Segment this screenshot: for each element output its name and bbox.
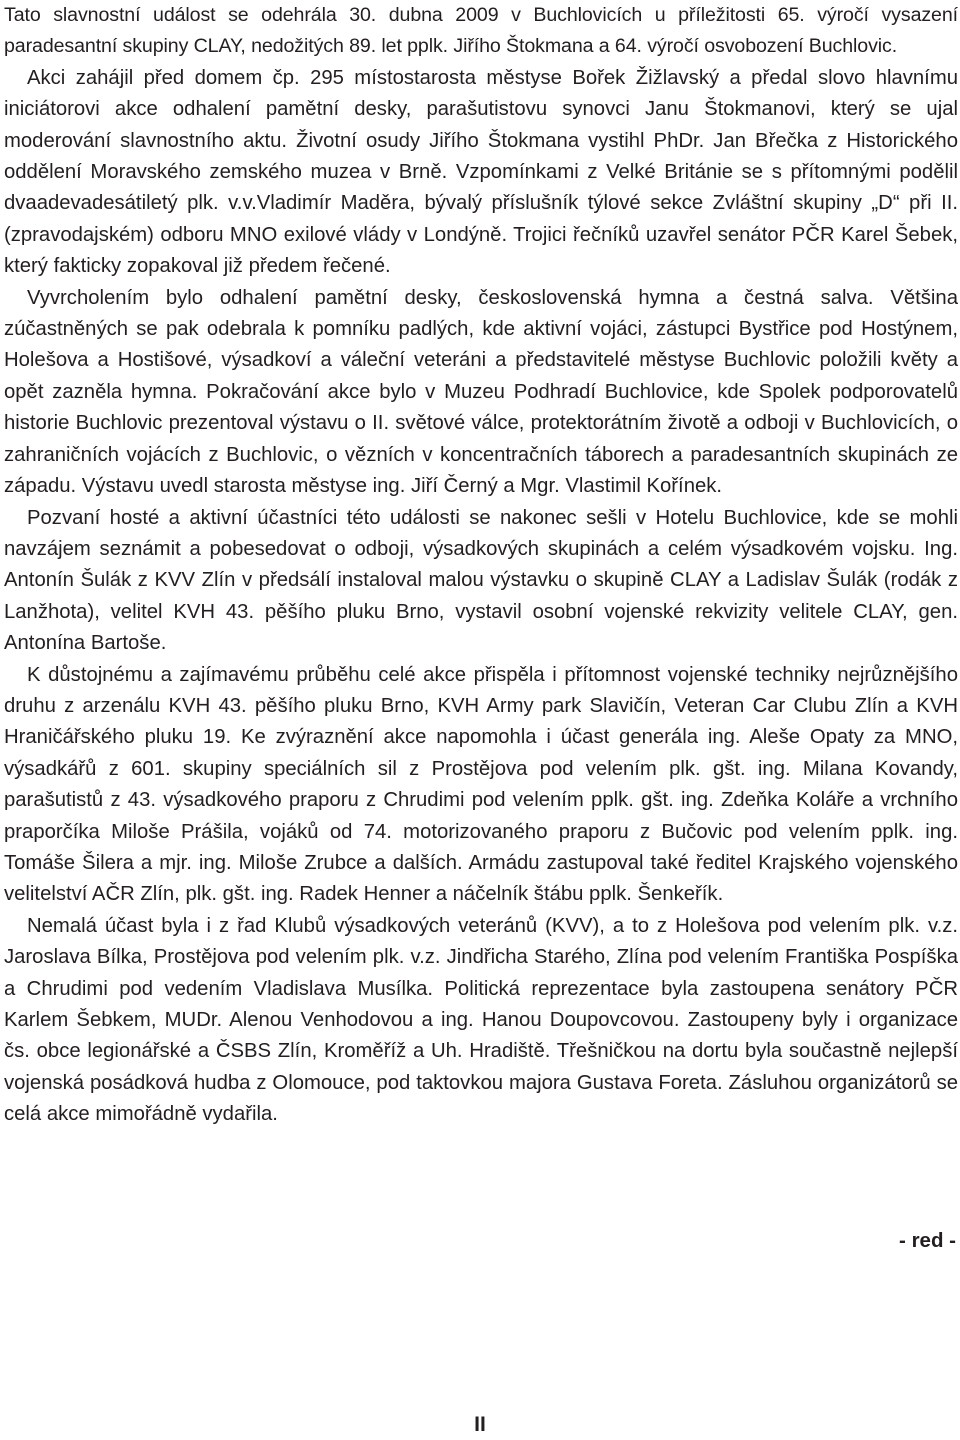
article-paragraph-plaque-unveiling: Vyvrcholením bylo odhalení pamětní desky, československá hymna a čestná salva. Většina zúčastněných se pak odebrala k pomníku padlých, kde aktivní vojáci, zástupci Bystřice pod Hostýnem, Holešova a Hostišové, výsadkoví a váleční veteráni a představitelé městyse Buchlovic položili květy a opět zazněla hymna. Pokračování akce bylo v Muzeu Podhradí Buchlovice, kde Spolek podporovatelů historie Buchlovic prezentoval výstavu o II. světové válce, protektorátním životě a odboji v Buchlovicích, o zahraničních vojácích z Buchlovic, o vězních v koncentračních táborech a paradesantních skupinách ze západu. Výstavu uvedl starosta městyse ing. Jiří Černý a Mgr. Vlastimil Kořínek.	[4, 286, 958, 498]
page-number: II	[474, 1413, 486, 1436]
author-signature: - red -	[899, 1229, 956, 1252]
article-paragraph-intro: Tato slavnostní událost se odehrála 30. dubna 2009 v Buchlovicích u příležitosti 65. výročí vysazení paradesantní skupiny CLAY, nedožitých 89. let pplk. Jiřího Štokmana a 64. výročí osvobození Buchlovic.	[4, 4, 958, 58]
article-paragraph-veterans-clubs: Nemalá účast byla i z řad Klubů výsadkových veteránů (KVV), a to z Holešova pod velením plk. v.z. Jaroslava Bílka, Prostějova pod velením plk. v.z. Jindřicha Starého, Zlína pod velením Františka Pospíška a Chrudimi pod vedením Vladislava Musílka. Politická reprezentace byla zastoupena senátory PČR Karlem Šebkem, MUDr. Alenou Venhodovou a ing. Hanou Doupovcovou. Zastoupeny byly i organizace čs. obce legionářské a ČSBS Zlín, Kroměříž a Uh. Hradiště. Třešničkou na dortu byla součastně nejlepší vojenská posádková hudba z Olomouce, pod taktovkou majora Gustava Foreta. Zásluhou organizátorů se celá akce mimořádně vydařila.	[4, 914, 958, 1126]
article-paragraph-ceremony-opening: Akci zahájil před domem čp. 295 místostarosta městyse Bořek Žižlavský a předal slovo hlavnímu iniciátorovi akce odhalení pamětní desky, parašutistovu synovci Janu Štokmanovi, který se ujal moderování slavnostního aktu. Životní osudy Jiřího Štokmana vystihl PhDr. Jan Břečka z Historického oddělení Moravského zemského muzea v Brně. Vzpomínkami z Velké Británie se s přítomnými podělil dvaadevadesátiletý plk. v.v.Vladimír Maděra, bývalý příslušník týlové sekce Zvláštní skupiny „D“ při II. (zpravodajském) odboru MNO exilové vlády v Londýně. Trojici řečníků uzavřel senátor PČR Karel Šebek, který fakticky zopakoval již předem řečené.	[4, 66, 958, 278]
article-paragraph-military-technology: K důstojnému a zajímavému průběhu celé akce přispěla i přítomnost vojenské techniky nejrůznějšího druhu z arzenálu KVH 43. pěšího pluku Brno, KVH Army park Slavičín, Veteran Car Clubu Zlín a KVH Hraničářského pluku 19. Ke zvýraznění akce napomohla i účast generála ing. Aleše Opaty za MNO, výsadkářů z 601. skupiny speciálních sil z Prostějova pod velením plk. gšt. ing. Milana Kovandy, parašutistů z 43. výsadkového praporu z Chrudimi pod velením pplk. gšt. ing. Zdeňka Koláře a vrchního praporčíka Miloše Prášila, vojáků od 74. motorizovaného praporu z Bučovic pod velením pplk. ing. Tomáše Šilera a mjr. ing. Miloše Zrubce a dalších. Armádu zastupoval také ředitel Krajského vojenského velitelství AČR Zlín, plk. gšt. ing. Radek Henner a náčelník štábu pplk. Šenkeřík.	[4, 663, 958, 906]
article-body	[4, 0, 958, 1131]
article-paragraph-hotel-meeting: Pozvaní hosté a aktivní účastníci této události se nakonec sešli v Hotelu Buchlovice, kde se mohli navzájem seznámit a pobesedovat o odboji, výsadkových skupinách a celém výsadkovém vojsku. Ing. Antonín Šulák z KVV Zlín v předsálí instaloval malou výstavku o skupině CLAY a Ladislav Šulák (rodák z Lanžhota), velitel KVH 43. pěšího pluku Brno, vystavil osobní vojenské rekvizity velitele CLAY, gen. Antonína Bartoše.	[4, 506, 958, 655]
